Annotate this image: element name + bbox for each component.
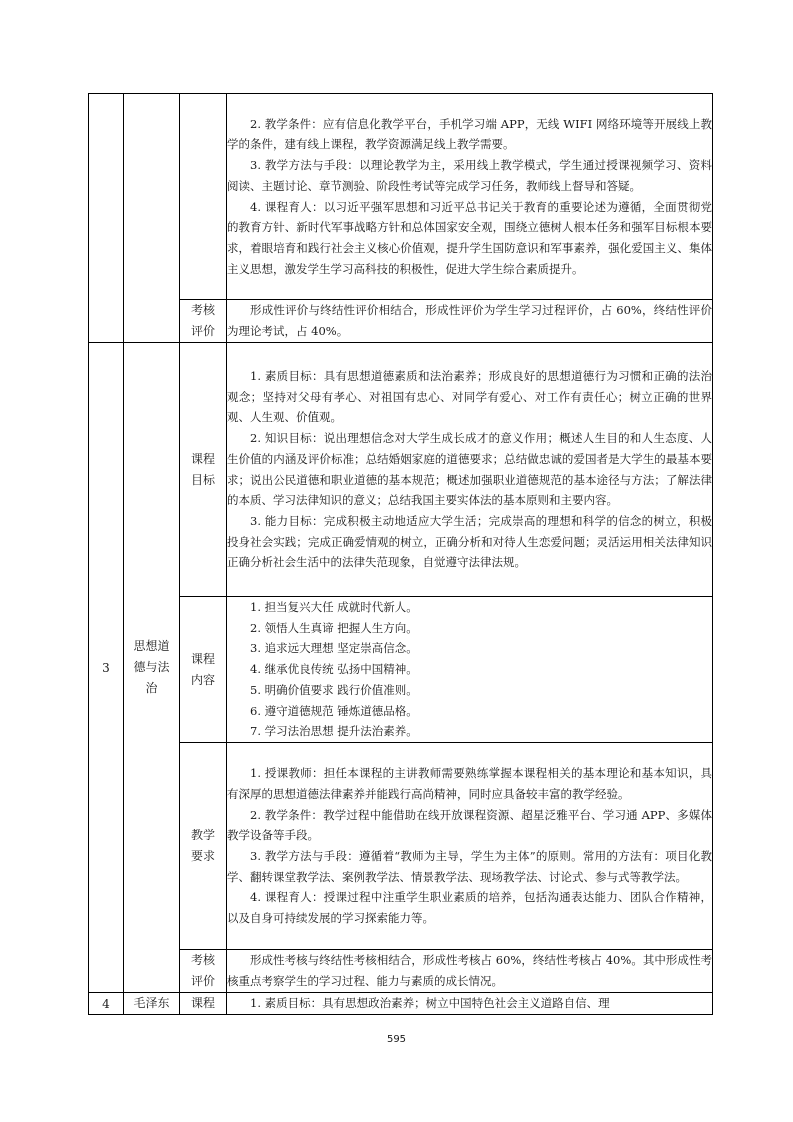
list-item: 4. 继承优良传统 弘扬中国精神。 bbox=[250, 662, 418, 677]
list-item: 3. 追求远大理想 坚定崇高信念。 bbox=[250, 641, 418, 656]
course3-teach-row bbox=[89, 743, 713, 950]
page-number: 595 bbox=[386, 1034, 407, 1045]
course4-name: 毛泽东 bbox=[124, 993, 180, 1015]
course2-teach-para: 4. 课程育人：以习近平强军思想和习近平总书记关于教育的重要论述为遵循，全面贯彻党的教育方针、新时代军事战略方针和总体国家安全观，围绕立德树人根本任务和强军目标根本要求，着眼培育和践行社会主义核心价值观，提升学生国防意识和军事素养，强化爱国主义、集体主义思想，激发学生学习高科技的积极性，促进大学生综合素质提升。 bbox=[227, 199, 712, 276]
course3-teach-para: 1. 授课教师：担任本课程的主讲教师需要熟练掌握本课程相关的基本理论和基本知识，具有深厚的思想道德法律素养并能践行高尚精神，同时应具备较丰富的教学经验。 bbox=[227, 766, 712, 801]
list-item: 1. 担当复兴大任 成就时代新人。 bbox=[250, 600, 418, 615]
course3-goal-para: 2. 知识目标：说出理想信念对大学生成长成才的意义作用；概述人生目的和人生态度、人生价值的内涵及评价标准；总结婚姻家庭的道德要求；总结做忠诚的爱国者是大学生的最基本要求；说出公民道德和职业道德的基本规范；概述加强职业道德规范的基本途径与方法；了解法律的本质、学习法律知识的意义；总结我国主要实体法的基本原则和主要内容。 bbox=[227, 431, 712, 508]
course2-teach-para: 3. 教学方法与手段：以理论教学为主，采用线上教学模式，学生通过授课视频学习、资料阅读、主题讨论、章节测验、阶段性考试等完成学习任务，教师线上督导和答疑。 bbox=[227, 158, 712, 193]
course2-teach-content bbox=[227, 94, 713, 300]
course3-goal-content bbox=[227, 343, 713, 597]
course4-number: 4 bbox=[89, 993, 124, 1015]
course3-teach-content bbox=[227, 743, 713, 950]
course3-number: 3 bbox=[89, 343, 124, 993]
course3-goal-para: 3. 能力目标：完成积极主动地适应大学生活；完成崇高的理想和科学的信念的树立，积极投身社会实践；完成正确爱情观的树立，正确分析和对待人生恋爱问题；灵活运用相关法律知识正确分析社会生活中的法律失范现象，自觉遵守法律法规。 bbox=[227, 513, 712, 570]
course3-assess-label: 考核 评价 bbox=[180, 950, 227, 993]
course3-content-row bbox=[89, 597, 713, 743]
course2-teach-label-cell bbox=[180, 94, 227, 300]
list-item: 7. 学习法治思想 提升法治素养。 bbox=[250, 724, 418, 739]
course3-goal-row bbox=[89, 343, 713, 597]
course3-assess-row bbox=[89, 950, 713, 993]
course2-assess-row bbox=[89, 300, 713, 343]
list-item: 5. 明确价值要求 践行价值准则。 bbox=[250, 682, 418, 697]
course3-goal-para: 1. 素质目标：具有思想道德素质和法治素养；形成良好的思想道德行为习惯和正确的法治观念；坚持对父母有孝心、对祖国有忠心、对同学有爱心、对工作有责任心；树立正确的世界观、人生观、价值观。 bbox=[227, 368, 712, 425]
course3-teach-label: 教学 要求 bbox=[180, 743, 227, 950]
course2-teach-row bbox=[89, 94, 713, 300]
course3-teach-para: 3. 教学方法与手段：遵循着“教师为主导，学生为主体”的原则。常用的方法有：项目化教学、翻转课堂教学法、案例教学法、情景教学法、现场教学法、讨论式、参与式等教学法。 bbox=[227, 849, 712, 884]
curriculum-table bbox=[88, 93, 713, 1015]
course4-goal-label: 课程 bbox=[180, 993, 227, 1015]
course3-assess-content: 形成性考核与终结性考核相结合，形成性考核占 60%，终结性考核占 40%。其中形成性考核重点考察学生的学习过程、能力与素质的成长情况。 bbox=[227, 950, 713, 993]
course2-assess-label: 考核 评价 bbox=[180, 300, 227, 343]
course3-teach-para: 4. 课程育人：授课过程中注重学生职业素质的培养，包括沟通表达能力、团队合作精神，以及自身可持续发展的学习探索能力等。 bbox=[227, 890, 712, 926]
list-item: 2. 领悟人生真谛 把握人生方向。 bbox=[250, 620, 418, 635]
course3-teach-para: 2. 教学条件：教学过程中能借助在线开放课程资源、超星泛雅平台、学习通 APP、多媒体教学设备等手段。 bbox=[227, 807, 712, 843]
course3-goal-label: 课程 目标 bbox=[180, 343, 227, 597]
course2-name-cell bbox=[124, 94, 180, 343]
course2-number-cell bbox=[89, 94, 124, 343]
course4-goal-content: 1. 素质目标：具有思想政治素养；树立中国特色社会主义道路自信、理 bbox=[227, 993, 713, 1015]
course4-goal-row bbox=[89, 993, 713, 1015]
course2-teach-para: 2. 教学条件：应有信息化教学平台，手机学习端 APP，无线 WIFI 网络环境等开展线上教学的条件，建有线上课程，教学资源满足线上教学需要。 bbox=[227, 116, 712, 152]
course2-assess-content: 形成性评价与终结性评价相结合，形成性评价为学生学习过程评价，占 60%，终结性评价为理论考试，占 40%。 bbox=[227, 300, 713, 343]
course3-name: 思想道 德与法 治 bbox=[124, 343, 180, 993]
course3-content-label: 课程 内容 bbox=[180, 597, 227, 743]
course3-content-list bbox=[227, 597, 713, 743]
list-item: 6. 遵守道德规范 锤炼道德品格。 bbox=[250, 703, 418, 718]
